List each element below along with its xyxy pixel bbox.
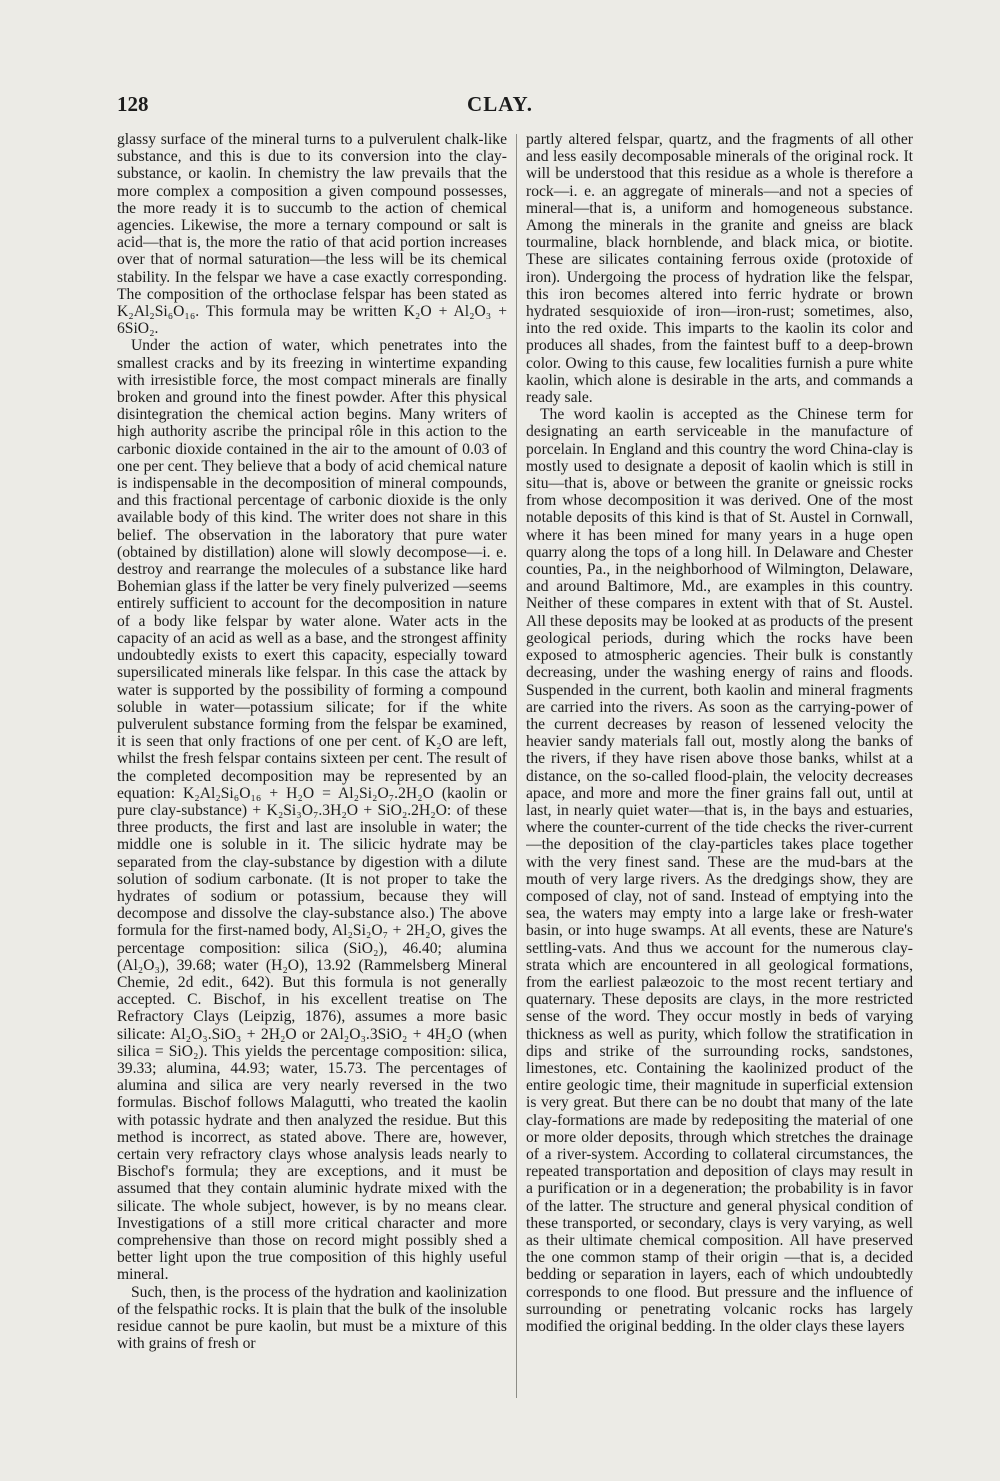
paragraph: The word kaolin is accepted as the Chinese term for designating an earth serviceable in the manufacture of porcelain. In England and this country the word China-clay is mostly used to designate a deposit of kaolin which is still in situ—that is, above or between the granite or gneissic rocks from whose decomposition it was derived. One of the most notable deposits of this kind is that of St. Austel in Cornwall, where it has been mined for many years in a huge open quarry along the tops of a long hill. In Delaware and Chester counties, Pa., in the neighborhood of Wilmington, Delaware, and around Baltimore, Md., are examples in this country. Neither of these compares in extent with that of St. Austel. All these deposits may be looked at as products of the present geological periods, during which the rocks have been exposed to atmospheric agencies. Their bulk is constantly decreasing, under the washing energy of rains and floods. Suspended in the current, both kaolin and mineral fragments are carried into the rivers. As soon as the carrying-power of the current decreases by reason of lessened velocity the heavier sandy materials fall out, mostly along the banks of the rivers, if they have risen above those banks, whilst at a distance, on the so-called flood-plain, the velocity decreases apace, and more and more the finer grains fall out, until at last, in nearly quiet water—that is, in the bays and estuaries, where the counter-current of the tide checks the river-current—the deposition of the clay-particles takes place together with the very finest sand. These are the mud-bars at the mouth of very large rivers. As the dredgings show, they are composed of clay, not of sand. Instead of emptying into the sea, the waters may empty into a large lake or fresh-water basin, or into huge swamps. At all events, these are Nature's settling-vats. And thus we account for the numerous clay-strata which are encountered in all geological formations, from the earliest palæozoic to the most recent tertiary and quaternary. These deposits are clays, in the more restricted sense of the word. They occur mostly in beds of varying thickness as well as purity, which follow the stratification in dips and strike of the surrounding rocks, sandstones, limestones, etc. Containing the kaolinized product of the entire geologic time, their magnitude in superficial extension is very great. But there can be no doubt that many of the late clay-formations are made by redepositing the material of one or more older deposits, through which stretches the drainage of a river-system. According to collateral circumstances, the repeated transportation and deposition of clays may result in a purification or in a degeneration; the probability is in favor of the latter. The structure and general physical condition of these transported, or secondary, clays is very varying, as well as their ultimate chemical composition. All have preserved the one common stamp of their origin —that is, a decided bedding or separation in layers, each of which undoubtedly corresponds to one flood. But pressure and the influence of surrounding or penetrating volcanic rocks has largely modified the original bedding. In the older clays these layers [526, 406, 913, 1336]
paragraph: glassy surface of the mineral turns to a pulverulent chalk-like substance, and this is due to its conversion into the clay-substance, or kaolin. In chemistry the law prevails that the more complex a composition a given compound possesses, the more ready it is to succumb to the action of chemical agencies. Likewise, the more a ternary compound or salt is acid—that is, the more the ratio of that acid portion increases over that of normal saturation—the less will be its chemical stability. In the felspar we have a case exactly corresponding. The composition of the orthoclase felspar has been stated as K₂Al₂Si₆O₁₆. This formula may be written K₂O + Al₂O₃ + 6SiO₂. [117, 131, 507, 338]
paragraph: partly altered felspar, quartz, and the fragments of all other and less easily decomposable minerals of the original rock. It will be understood that this residue as a whole is therefore a rock—i. e. an aggregate of minerals—and not a species of mineral—that is, a uniform and homogeneous substance. Among the minerals in the granite and gneiss are black tourmaline, black hornblende, and black mica, or biotite. These are silicates containing ferrous oxide (protoxide of iron). Undergoing the process of hydration like the felspar, this iron becomes altered into ferric hydrate or brown hydrated sesquioxide of iron—iron-rust; sometimes, also, into the red oxide. This imparts to the kaolin its color and produces all shades, from the faintest buff to a deep-brown color. Owing to this cause, few localities furnish a pure white kaolin, which alone is desirable in the arts, and commands a ready sale. [526, 131, 913, 407]
paragraph: Under the action of water, which penetrates into the smallest cracks and by its freezing in wintertime expanding with irresistible force, the most compact minerals are finally broken and ground into the finest powder. After this physical disintegration the chemical action begins. Many writers of high authority ascribe the principal rôle in this action to the carbonic dioxide contained in the air to the amount of 0.03 of one per cent. They believe that a body of acid chemical nature is indispensable in the decomposition of mineral compounds, and this fractional percentage of carbonic dioxide is the only available body of this kind. The writer does not share in this belief. The observation in the laboratory that pure water (obtained by distillation) alone will slowly decompose—i. e. destroy and rearrange the molecules of a substance like hard Bohemian glass if the latter be very finely pulverized —seems entirely sufficient to account for the decomposition in nature of a body like felspar by water alone. Water acts in the capacity of an acid as well as a base, and the strongest affinity undoubtedly exists to exert this capacity, especially toward supersilicated minerals like felspar. In this case the attack by water is supported by the possibility of forming a compound soluble in water—potassium silicate; for if the white pulverulent substance forming from the felspar be examined, it is seen that only fractions of one per cent. of K₂O are left, whilst the fresh felspar contains sixteen per cent. The result of the completed decomposition may be represented by an equation: K₂Al₂Si₆O₁₆ + H₂O = Al₂Si₂O₇.2H₂O (kaolin or pure clay-substance) + K₂Si₃O₇.3H₂O + SiO₂.2H₂O: of these three products, the first and last are insoluble in water; the middle one is soluble in it. The silicic hydrate may be separated from the clay-substance by digestion with a dilute solution of sodium carbonate. (It is not proper to take the hydrates of sodium or potassium, because they will decompose and dissolve the clay-substance also.) The above formula for the first-named body, Al₂Si₂O₇ + 2H₂O, gives the percentage composition: silica (SiO₂), 46.40; alumina (Al₂O₃), 39.68; water (H₂O), 13.92 (Rammelsberg Mineral Chemie, 2d edit., 642). But this formula is not generally accepted. C. Bischof, in his excellent treatise on The Refractory Clays (Leipzig, 1876), assumes a more basic silicate: Al₂O₃.SiO₃ + 2H₂O or 2Al₂O₃.3SiO₂ + 4H₂O (when silica = SiO₂). This yields the percentage composition: silica, 39.33; alumina, 44.93; water, 15.73. The percentages of alumina and silica are very nearly reversed in the two formulas. Bischof follows Malagutti, who treated the kaolin with potassic hydrate and then analyzed the residue. But this method is incorrect, as stated above. There are, however, certain very refractory clays whose analysis leads nearly to Bischof's formula; they are exceptions, and it must be assumed that they contain aluminic hydrate mixed with the silicate. The whole subject, however, is by no means clear. Investigations of a still more critical character and more comprehensive than those on record might possibly shed a better light upon the true composition of this highly useful mineral. [117, 337, 507, 1284]
paragraph: Such, then, is the process of the hydration and kaolinization of the felspathic rocks. It is plain that the bulk of the insoluble residue cannot be pure kaolin, but must be a mixture of this with grains of fresh or [117, 1283, 507, 1353]
page-number: 128 [117, 92, 149, 116]
left-column [117, 131, 507, 1401]
running-head: CLAY. [467, 92, 533, 116]
right-column [526, 131, 913, 1401]
column-divider [516, 134, 517, 1398]
